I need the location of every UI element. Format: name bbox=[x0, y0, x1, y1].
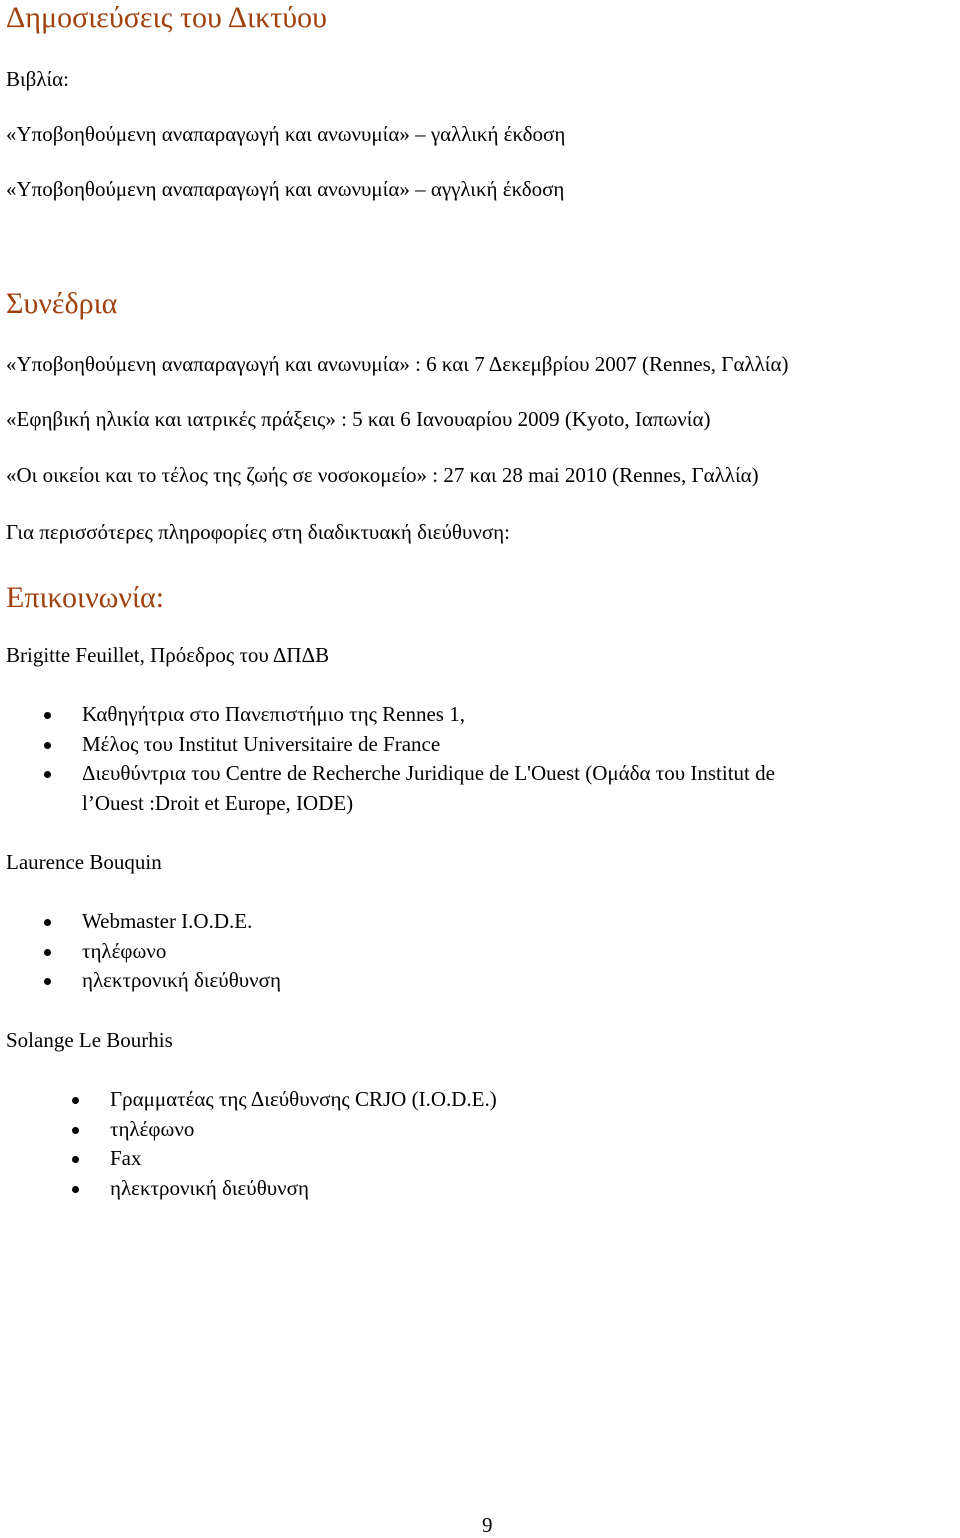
detail-text: Γραμματέας της Διεύθυνσης CRJO (I.O.D.E.) bbox=[110, 1087, 497, 1111]
books-label: Βιβλία: bbox=[6, 67, 70, 91]
conference-item: «Εφηβική ηλικία και ιατρικές πράξεις» : 5 και 6 Ιανουαρίου 2009 (Kyoto, Ιαπωνία) bbox=[6, 407, 711, 431]
list-item bbox=[0, 730, 960, 760]
list-item bbox=[0, 966, 960, 996]
page-number: 9 bbox=[482, 1513, 493, 1537]
bullet-icon bbox=[72, 1127, 79, 1134]
contact-name-laurence: Laurence Bouquin bbox=[6, 850, 162, 874]
list-item bbox=[0, 1085, 960, 1115]
bullet-icon bbox=[44, 949, 51, 956]
detail-text: ηλεκτρονική διεύθυνση bbox=[110, 1176, 309, 1201]
bullet-icon bbox=[72, 1156, 79, 1163]
contact-details-list-laurence bbox=[0, 907, 960, 996]
list-item bbox=[0, 1144, 960, 1174]
bullet-icon bbox=[72, 1097, 79, 1104]
list-item bbox=[0, 759, 960, 818]
contact-details-list-brigitte bbox=[0, 700, 960, 819]
list-item bbox=[0, 937, 960, 967]
contact-name-solange: Solange Le Bourhis bbox=[6, 1028, 173, 1052]
book-item-french: «Υποβοηθούμενη αναπαραγωγή και ανωνυμία» – γαλλική έκδοση bbox=[6, 122, 566, 146]
bullet-icon bbox=[44, 712, 51, 719]
detail-text: Webmaster I.O.D.E. bbox=[82, 909, 253, 933]
list-item bbox=[0, 700, 960, 730]
detail-text: Καθηγήτρια στο Πανεπιστήμιο της Rennes 1, bbox=[82, 702, 465, 726]
detail-text: Μέλος του Institut Universitaire de France bbox=[82, 731, 441, 756]
detail-text: τηλέφωνο bbox=[82, 938, 167, 963]
contact-name-brigitte: Brigitte Feuillet, Πρόεδρος του ΔΠΔΒ bbox=[6, 643, 330, 667]
bullet-icon bbox=[44, 742, 51, 749]
conference-item: «Υποβοηθούμενη αναπαραγωγή και ανωνυμία» : 6 και 7 Δεκεμβρίου 2007 (Rennes, Γαλλία) bbox=[6, 352, 789, 376]
bullet-icon bbox=[44, 919, 51, 926]
list-item bbox=[0, 1115, 960, 1145]
list-item bbox=[0, 1174, 960, 1204]
bullet-icon bbox=[72, 1186, 79, 1193]
more-info-text: Για περισσότερες πληροφορίες στη διαδικτυακή διεύθυνση: bbox=[6, 520, 510, 544]
contact-details-list-solange bbox=[0, 1085, 960, 1204]
publications-heading: Δημοσιεύσεις του Δικτύου bbox=[6, 1, 327, 34]
list-item bbox=[0, 907, 960, 937]
bullet-icon bbox=[44, 978, 51, 985]
detail-text: Διευθύντρια του Centre de Recherche Juridique de L'Ouest (Ομάδα του Institut de bbox=[82, 761, 775, 786]
bullet-icon bbox=[44, 771, 51, 778]
detail-text: ηλεκτρονική διεύθυνση bbox=[82, 968, 281, 993]
contact-heading: Επικοινωνία: bbox=[6, 581, 165, 614]
detail-text-continuation: l’Ouest :Droit et Europe, IODE) bbox=[82, 791, 354, 816]
detail-text: Fax bbox=[110, 1146, 142, 1171]
detail-text: τηλέφωνο bbox=[110, 1116, 195, 1141]
conference-item: «Οι οικείοι και το τέλος της ζωής σε νοσοκομείο» : 27 και 28 mai 2010 (Rennes, Γαλλία) bbox=[6, 463, 759, 487]
book-item-english: «Υποβοηθούμενη αναπαραγωγή και ανωνυμία» – αγγλική έκδοση bbox=[6, 177, 565, 201]
conferences-heading: Συνέδρια bbox=[6, 287, 118, 320]
